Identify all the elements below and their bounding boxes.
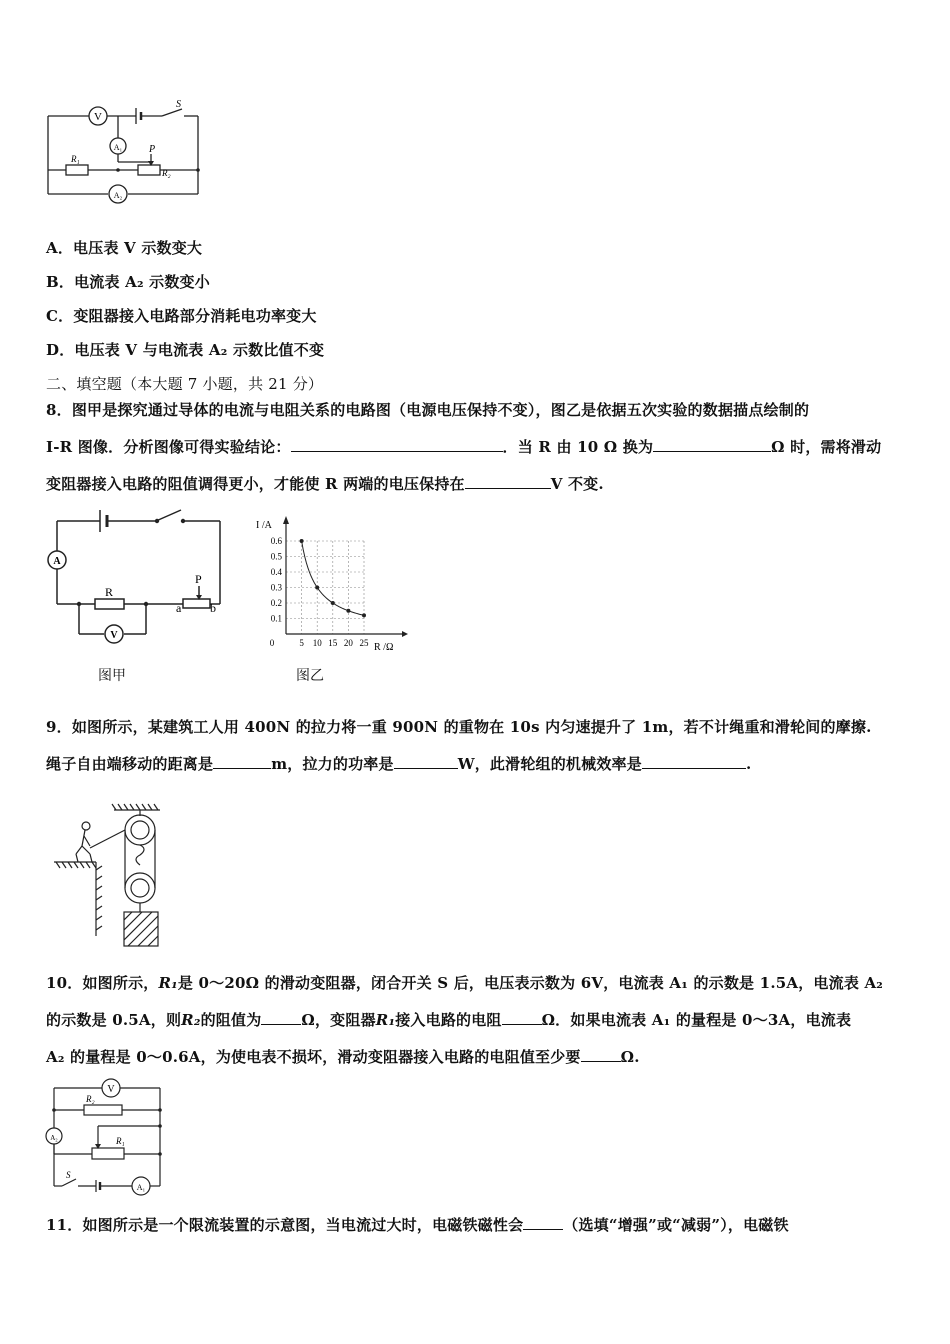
q10-line3 [46,1046,640,1067]
q7-a2-label: A₂ [113,191,123,200]
pulley-diagram [52,800,182,950]
q10-line2-text-a: 的示数是 0.5A，则 [46,1011,182,1029]
y-tick-label: 0.2 [270,598,282,608]
q10-r1-blank[interactable] [502,1012,542,1025]
q9-line2-text-b: m，拉力的功率是 [271,755,394,773]
y-tick-label: 0.4 [270,567,282,577]
x-tick-label: 20 [343,638,353,648]
q11-line1-text-a: 11．如图所示是一个限流装置的示意图，当电流过大时，电磁铁磁性会 [46,1216,524,1234]
q9-line2 [46,753,751,774]
q10-r1-symbol: R₁ [158,974,178,992]
q9-line2-text-a: 绳子自由端移动的距离是 [46,755,214,773]
q8-line2-text-b: ．当 R 由 10 Ω 换为 [502,438,654,456]
section-heading: 二、填空题（本大题 7 小题，共 21 分） [46,375,324,393]
y-tick-label: 0.1 [270,613,282,624]
fig-b-caption: 图乙 [296,668,324,684]
q10-min-resistance-blank[interactable] [581,1049,621,1062]
q7-a1-label: A₁ [113,143,123,152]
q10-line2-text-d: Ω，变阻器 [301,1011,376,1029]
q11-line1 [46,1214,789,1235]
q10-s-label: S [66,1170,71,1180]
x-axis-label: R /Ω [374,642,394,653]
q10-r2-label: R₂ [86,1094,95,1104]
q8-line3-text-a: 变阻器接入电路的阻值调得更小，才能使 R 两端的电压保持在 [46,475,465,493]
q9-distance-blank[interactable] [213,756,271,769]
q10-line3-text-a: A₂ 的量程是 0～0.6A，为使电表不损坏，滑动变阻器接入电路的电阻值至少要 [46,1048,581,1066]
data-point [300,539,304,543]
q8-circuit-diagram [44,506,234,646]
q7-circuit-diagram [44,96,204,206]
option-c: C．变阻器接入电路部分消耗电功率变大 [46,307,317,325]
data-point [362,613,366,617]
q8-r-label: R [104,585,114,599]
q10-r2-symbol: R₂ [181,1011,201,1029]
q11-line1-text-b: （选填“增强”或“减弱”），电磁铁 [563,1216,789,1234]
q10-r1-label: R₁ [116,1136,125,1146]
q9-efficiency-blank[interactable] [642,756,746,769]
q8-resistance-blank[interactable] [653,439,771,452]
q7-s-label: S [176,99,181,110]
q8-p-label: P [195,572,202,586]
q7-p-label: P [149,144,156,155]
q9-power-blank[interactable] [394,756,458,769]
data-point [331,601,335,605]
q9-line2-text-d: . [745,755,752,773]
x-tick-label: 5 [299,638,304,648]
data-point [315,586,319,590]
q8-conclusion-blank[interactable] [291,439,503,452]
q10-a1-label: A₁ [136,1183,146,1192]
q8-line2 [46,436,881,457]
y-tick-label: 0.5 [270,551,282,562]
x-tick-label: 25 [359,638,369,648]
q9-line1: 9．如图所示，某建筑工人用 400N 的拉力将一重 900N 的重物在 10s 内匀速提升了 1m，若不计绳重和滑轮间的摩擦. [46,718,872,736]
y-tick-label: 0.6 [270,536,282,546]
q8-b-label: b [210,601,216,615]
q7-v-label: V [94,111,102,123]
option-a: A．电压表 V 示数变大 [46,239,203,257]
q10-line1-text-c: 是 0～20Ω 的滑动变阻器，闭合开关 S 后，电压表示数为 6V，电流表 A₁ 的示数是 1.5A，电流表 A₂ [177,974,884,992]
ir-chart [244,510,414,660]
fig-a-caption: 图甲 [98,668,126,684]
option-d: D．电压表 V 与电流表 A₂ 示数比值不变 [46,341,325,359]
q10-line1 [46,972,883,993]
q10-line2 [46,1009,851,1030]
q10-line2-text-f: 接入电路的电阻 [395,1011,502,1029]
q10-r2-blank[interactable] [261,1012,301,1025]
q10-r1-symbol-2: R₁ [375,1011,396,1029]
q10-a2-label: A₂ [50,1134,58,1142]
y-tick-label: 0.3 [270,582,282,593]
q10-line1-text-a: 10．如图所示， [46,974,159,992]
q10-line3-text-b: Ω. [620,1048,640,1066]
q8-voltmeter-label: V [110,630,118,641]
data-point [346,609,350,613]
q8-line1: 8．图甲是探究通过导体的电流与电阻关系的电路图（电源电压保持不变），图乙是依据五次实验的数据描点绘制的 [46,401,810,419]
q8-voltage-blank[interactable] [465,476,551,489]
q11-blank[interactable] [523,1217,563,1230]
q10-line2-text-c: 的阻值为 [200,1011,262,1029]
y-axis-label: I /A [256,520,272,531]
q8-line3 [46,473,604,494]
q10-line2-text-g: Ω．如果电流表 A₁ 的量程是 0～3A，电流表 [541,1011,852,1029]
q8-line2-text-c: Ω 时，需将滑动 [771,438,882,456]
q9-line2-text-c: W，此滑轮组的机械效率是 [457,755,642,773]
q10-v-label: V [107,1084,115,1095]
q8-a-label: a [176,601,182,615]
x-tick-label: 15 [328,638,338,648]
q7-r1-label: R₁ [71,154,80,164]
x-tick-label: 0 [269,638,275,648]
x-tick-label: 10 [312,638,322,648]
q8-line3-text-b: V 不变. [550,475,604,493]
option-b: B．电流表 A₂ 示数变小 [46,273,210,291]
q10-circuit-diagram [44,1074,174,1198]
q8-line2-text-a: I-R 图像．分析图像可得实验结论： [46,438,291,456]
q8-ammeter-label: A [53,556,61,567]
q7-r2-label: R₂ [162,168,171,178]
